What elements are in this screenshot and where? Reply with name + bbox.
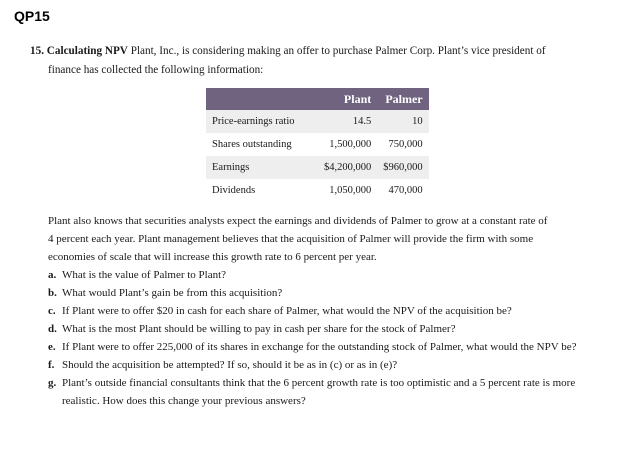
context-paragraph <box>48 212 593 266</box>
plant-value: $4,200,000 <box>318 156 377 179</box>
page-header: QP15 <box>14 8 50 24</box>
problem-number: 15. <box>30 45 44 57</box>
question-text: Plant’s outside financial consultants think that the 6 percent growth rate is too optimistic and a 5 percent rate is more realistic. How does this change your previous answers? <box>62 377 576 407</box>
question-item <box>48 284 593 302</box>
plant-value: 14.5 <box>318 110 377 133</box>
row-label: Price-earnings ratio <box>206 110 318 133</box>
column-header-palmer: Palmer <box>377 88 428 110</box>
question-item <box>48 266 593 284</box>
question-letter: f. <box>48 359 55 371</box>
column-header-plant: Plant <box>318 88 377 110</box>
question-letter: c. <box>48 305 56 317</box>
question-text: Should the acquisition be attempted? If so, should it be as in (c) or as in (e)? <box>62 359 398 371</box>
problem-line-1 <box>30 42 590 61</box>
problem-title: Calculating NPV <box>46 45 128 57</box>
financial-data-table <box>206 88 429 202</box>
question-text: If Plant were to offer 225,000 of its shares in exchange for the outstanding stock of Palmer, what would the NPV be? <box>62 341 577 353</box>
table-row <box>206 110 429 133</box>
question-letter: d. <box>48 323 57 335</box>
question-text: If Plant were to offer $20 in cash for each share of Palmer, what would the NPV of the acquisition be? <box>62 305 512 317</box>
question-item <box>48 338 593 356</box>
palmer-value: 10 <box>377 110 428 133</box>
question-letter: e. <box>48 341 56 353</box>
question-item <box>48 302 593 320</box>
palmer-value: 470,000 <box>388 185 423 196</box>
palmer-value: 750,000 <box>388 139 423 150</box>
question-item <box>48 320 593 338</box>
table-row <box>206 156 429 179</box>
question-text: What is the value of Palmer to Plant? <box>62 269 227 281</box>
question-list <box>48 266 593 410</box>
row-label: Dividends <box>212 185 256 196</box>
table-header-row <box>206 88 429 110</box>
problem-intro-2: finance has collected the following information: <box>48 64 264 76</box>
table-row <box>206 133 429 156</box>
paragraph-line: economies of scale that will increase this growth rate to 6 percent per year. <box>48 251 377 263</box>
question-letter: a. <box>48 269 57 281</box>
palmer-value: $960,000 <box>377 156 428 179</box>
problem-intro-1: Plant, Inc., is considering making an offer to purchase Palmer Corp. Plant’s vice president of <box>130 45 546 57</box>
table-row <box>206 179 429 202</box>
question-text: What is the most Plant should be willing to pay in cash per share for the stock of Palmer? <box>62 323 456 335</box>
row-label: Shares outstanding <box>212 139 292 150</box>
question-item <box>48 374 593 410</box>
problem-statement <box>30 42 590 80</box>
plant-value: 1,050,000 <box>329 185 372 196</box>
question-letter: b. <box>48 287 57 299</box>
question-text: What would Plant’s gain be from this acquisition? <box>62 287 283 299</box>
question-item <box>48 356 593 374</box>
table-header-blank <box>206 88 318 110</box>
row-label: Earnings <box>206 156 318 179</box>
paragraph-line: Plant also knows that securities analysts expect the earnings and dividends of Palmer to grow at a constant rate of <box>48 215 548 227</box>
plant-value: 1,500,000 <box>329 139 372 150</box>
paragraph-line: 4 percent each year. Plant management believes that the acquisition of Palmer will provide the firm with some <box>48 233 534 245</box>
question-letter: g. <box>48 377 57 389</box>
